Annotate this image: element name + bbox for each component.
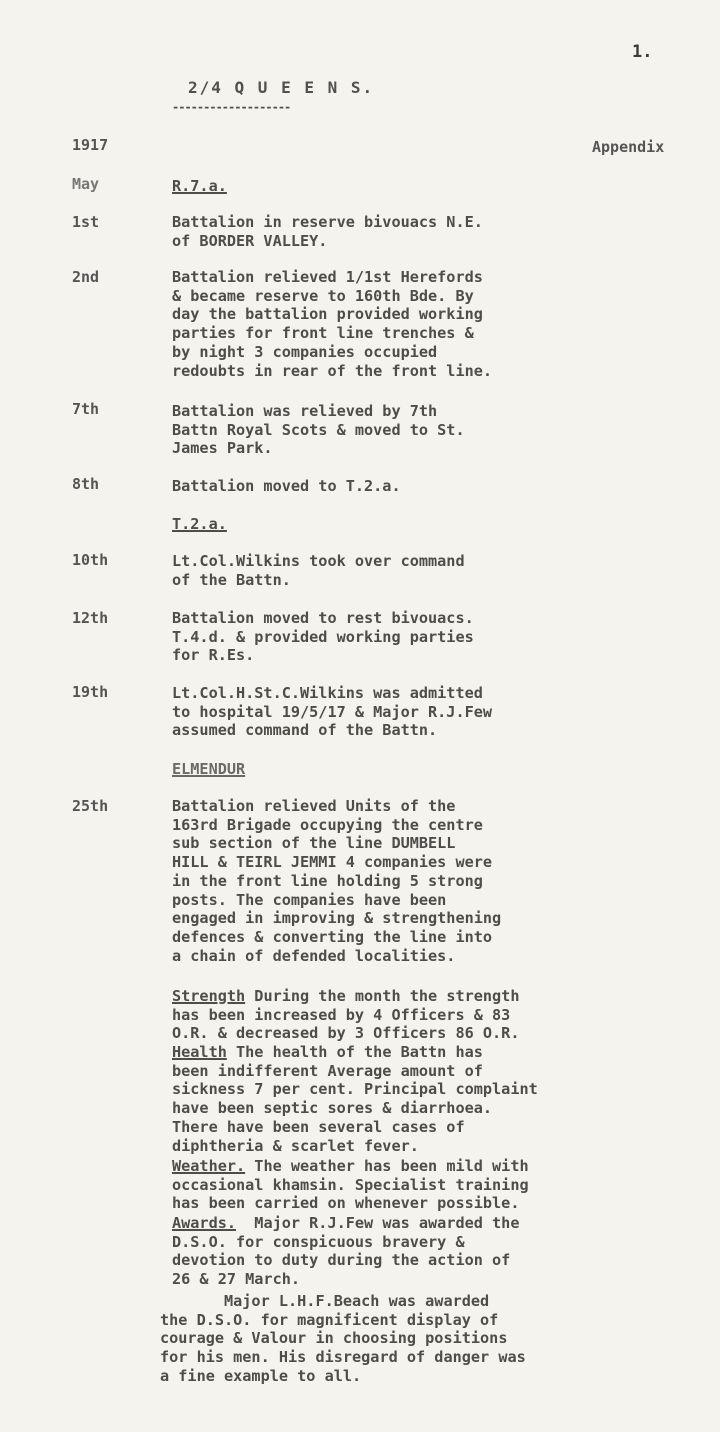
section-heading-r7a: R.7.a. [172, 177, 227, 195]
entry-date: 19th [72, 683, 109, 701]
awards-remark [172, 1214, 519, 1289]
awards-text: Major R.J.Few was awarded the D.S.O. for conspicuous bravery & devotion to duty during the action of 26 & 27 March. [172, 1214, 520, 1289]
entry-date: 10th [72, 551, 109, 569]
entry-text: Battalion relieved Units of the 163rd Brigade occupying the centre sub section of the line DUMBELL HILL & TEIRL JEMMI 4 companies were in the front line holding 5 strong posts. The companies have been engaged in improving & strengthening defences & converting the line into a chain of defended localities. [172, 797, 502, 965]
entry-text: Lt.Col.H.St.C.Wilkins was admitted to hospital 19/5/17 & Major R.J.Few assumed command of the Battn. [172, 684, 493, 740]
entry-text: Battalion in reserve bivouacs N.E. of BORDER VALLEY. [172, 213, 483, 250]
strength-text: During the month the strength has been increased by 4 Officers & 83 O.R. & decreased by 3 Officers 86 O.R. [172, 987, 520, 1043]
title-rule: ------------------- [172, 100, 291, 114]
page-number: 1. [632, 42, 653, 62]
entry-date: 7th [72, 400, 100, 418]
entry-text: Battalion was relieved by 7th Battn Royal Scots & moved to St. James Park. [172, 402, 465, 458]
weather-remark [172, 1157, 529, 1213]
weather-text: The weather has been mild with occasional khamsin. Specialist training has been carried on whenever possible. [172, 1157, 529, 1213]
section-heading-elmendur: ELMENDUR [172, 760, 246, 778]
entry-date: 8th [72, 475, 100, 493]
health-label: Health [172, 1043, 227, 1061]
awards-label: Awards. [172, 1214, 237, 1232]
entry-text: Battalion moved to rest bivouacs. T.4.d. & provided working parties for R.Es. [172, 609, 474, 665]
beach-award-remark: Major L.H.F.Beach was awarded the D.S.O. for magnificent display of courage & Valour in choosing positions for his men. His disregard of danger was a fine example to all. [160, 1292, 526, 1385]
entry-date: 25th [72, 797, 109, 815]
entry-date: 2nd [72, 268, 100, 286]
month-label: May [72, 175, 100, 193]
entry-text: Battalion relieved 1/1st Herefords & became reserve to 160th Bde. By day the battalion provided working parties for front line trenches & by night 3 companies occupied redoubts in rear of the front line. [172, 268, 493, 380]
appendix-label: Appendix [592, 138, 665, 156]
weather-label: Weather. [172, 1157, 246, 1175]
strength-label: Strength [172, 987, 246, 1005]
entry-date: 12th [72, 609, 109, 627]
health-remark [172, 1043, 538, 1155]
strength-remark [172, 987, 519, 1043]
section-heading-t2a: T.2.a. [172, 515, 227, 533]
year-label: 1917 [72, 136, 109, 154]
health-text: The health of the Battn has been indifferent Average amount of sickness 7 per cent. Principal complaint have been septic sores & diarrhoea. There have been several cases of diphtheria & scarlet fever. [172, 1043, 538, 1155]
entry-text: Battalion moved to T.2.a. [172, 477, 401, 495]
entry-text: Lt.Col.Wilkins took over command of the Battn. [172, 552, 465, 589]
entry-date: 1st [72, 213, 100, 231]
document-title: 2/4 Q U E E N S. [188, 78, 375, 97]
